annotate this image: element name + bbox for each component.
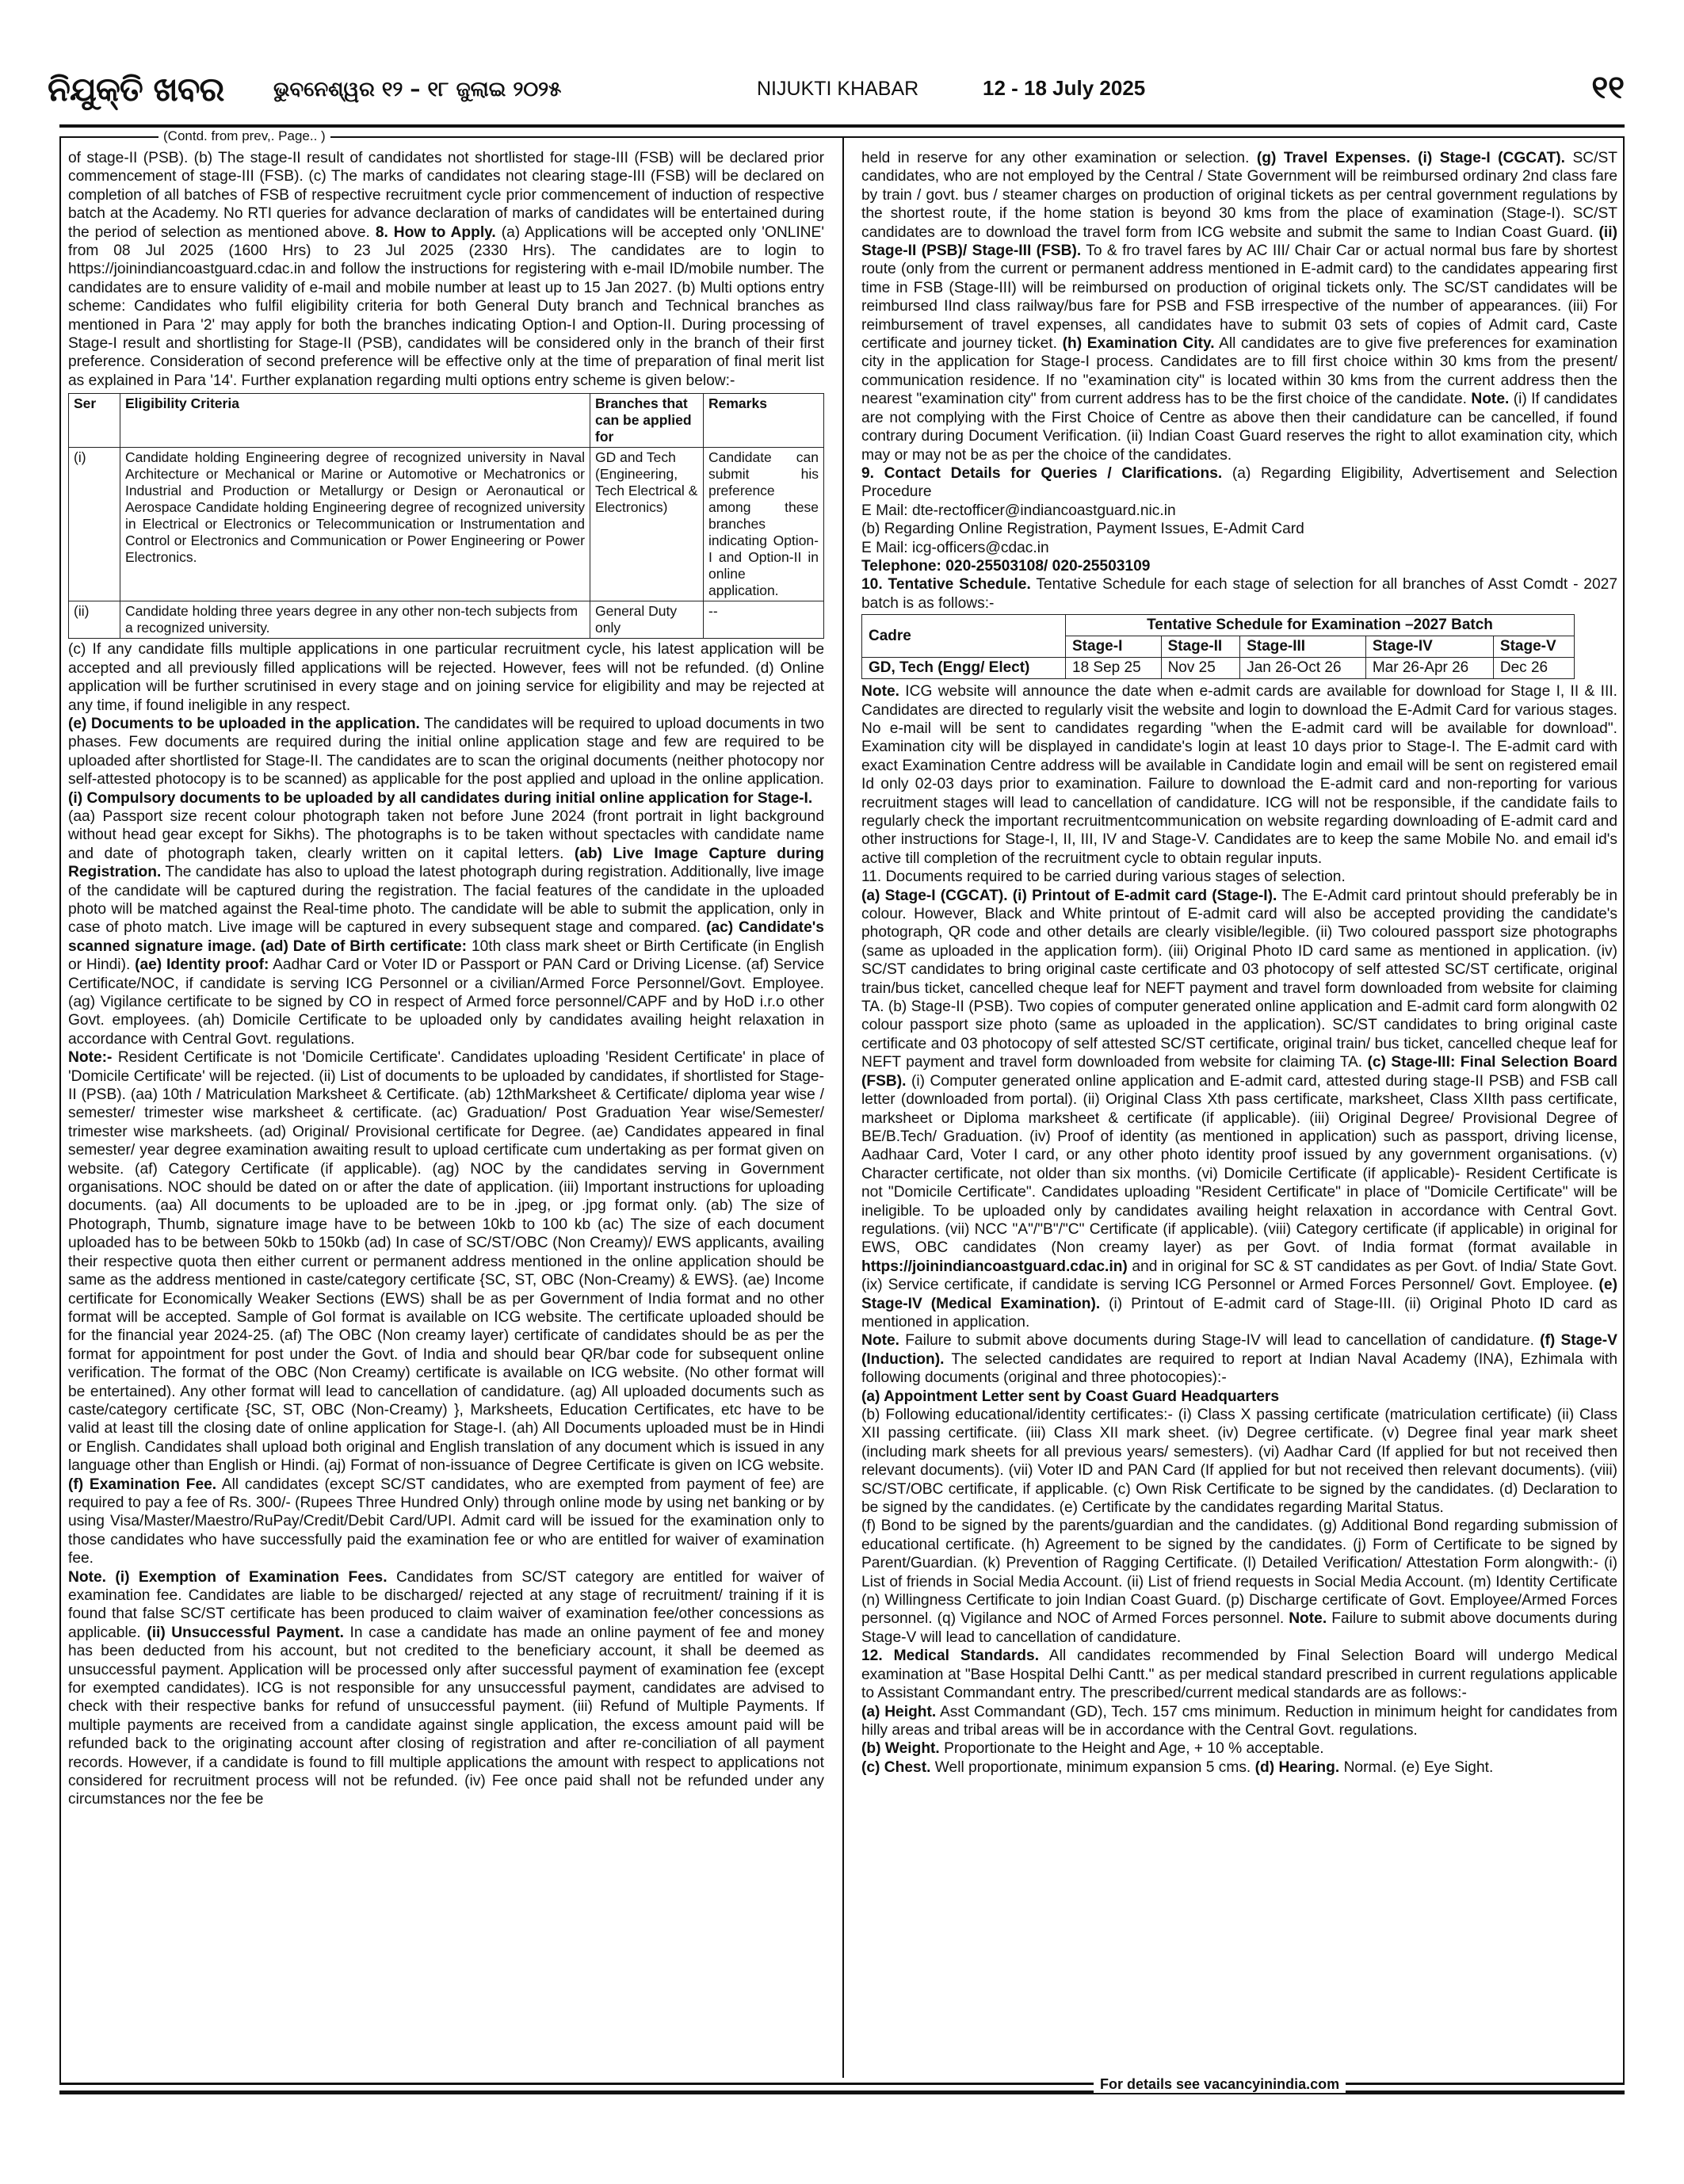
- newspaper-logo: ନିଯୁକ୍ତି ଖବର: [48, 70, 224, 109]
- fsb-text: (i) Computer generated online application and E-admit card, attested during stage-II PSB) and FSB call letter (downloaded from portal). (ii) Original Class Xth pass certificate, marksheet, Class XIIth pass certificate, marksheet or Diploma marksheet & certificate (if applicable). (iii) Original Degree/ Provisional Degree of BE/B.Tech/ Graduation. (iv) Proof of identity (as mentioned in application) such as passport, driving license, Aadhaar Card, Voter I card, or any other photo identity proof issued by any government organisations. (v) Character certificate, not older than six months. (vi) Domicile Certificate (if applicable)- Resident Certificate is not "Domicile Certificate". Candidates uploading "Resident Certificate" in place of "Domicile Certificate" will be ineligible. To be uploaded only by candidates availing height relaxation in accordance with Central Govt. regulations. (vii) NCC "A"/"B"/"C" Certificate (if applicable). (viii) Category certificate (if applicable) in original for EWS, OBC candidates (Non creamy layer) as per Govt. of India format (format available in: [861, 1072, 1617, 1257]
- paragraph: 11. Documents required to be carried during various stages of selection.: [861, 869, 1346, 886]
- city-text: All candidates are to give five preferences for examination city in the application for Stage-I process. Candidates are to fill first choice within 30 kms from the present/ communication residence. If no "examination city" is located within 30 kms from the current address then the nearest "examination city" from current address has to be the first choice of the candidate.: [861, 335, 1617, 408]
- table-header: Stage-II: [1161, 636, 1240, 658]
- medical-text: (i) Printout of E-admit card of Stage-III. (ii) Original Photo ID card as mentioned in application.: [861, 1295, 1617, 1331]
- section-heading: (c) Chest.: [861, 1758, 931, 1776]
- section-heading: 12. Medical Standards.: [861, 1648, 1040, 1665]
- paragraph: [861, 1703, 1617, 1740]
- section-heading: Note.: [861, 683, 899, 701]
- exempt-text: Candidates from SC/ST category are entitled for waiver of examination fee. Candidates are liable to be discharged/ rejected at any stage of recruitment/ training if it is found that false SC/ST certificate has been produced to claim waiver of examination fee/other concessions as applicable.: [68, 1568, 824, 1641]
- section-heading: (h) Examination City.: [1062, 335, 1215, 353]
- table-cell: Jan 26-Oct 26: [1240, 658, 1366, 679]
- right-column: [861, 149, 1617, 2083]
- note-text: Resident Certificate is not 'Domicile Certificate'. Candidates uploading 'Resident Certificate' in place of 'Domicile Certificate' will be rejected. (ii) List of documents to be uploaded by candidates, if shortlisted for Stage-II (PSB). (aa) 10th / Matriculation Marksheet & Certificate. (ab) 12thMarksheet & Certificate/ diploma year wise / semester/ trimester wise marksheet & certificate. (ac) Graduation/ Post Graduation Year wise/Semester/ trimester wise marksheets. (ad) Original/ Provisional certificate for Degree. (ae) Candidates appeared in final semester/ year degree examination awaiting result to upload certificate cum undertaking as per format given on website. (af) Category Certificate (if applicable). (ag) NOC by the candidates serving in Government organisations. NOC should be dated on or after the date of application. (iii) Important instructions for uploading documents. (aa) All documents to be uploaded are to be in .jpeg, or .jpg format only. (ab) The size of Photograph, Thumb, signature image have to be between 10kb to 100 kb (ac) The size of each document uploaded has to be between 50kb to 150kb (ad) In case of SC/ST/OBC (Non Creamy)/ EWS applicants, availing their respective quota then either current or permanent address mentioned in the online application should be same as the address mentioned in caste/category certificate {SC, ST, OBC (Non-Creamy) & EWS}. (ae) Income certificate for Economically Weaker Sections (EWS) shall be as per Government of India format and no other format will be accepted. Sample of GoI format is available on ICG website. The certificate uploaded should be for the financial year 2024-25. (af) The OBC (Non creamy layer) certificate of candidates should be as per the format for appointment for post under the Govt. of India and should bear QR/bar code for subsequent online verification. The format of the OBC (Non Creamy) certificate is available on ICG website. (No other format will be entertained). Any other format will lead to cancellation of candidature. (ag) All uploaded documents such as caste/category certificate {SC, ST, OBC (Non-Creamy) }, Marksheets, Education Certificates, etc have to be valid at least till the closing date of online application for Stage-I. (ah) All Documents uploaded must be in Hindi or English. Candidates shall upload both original and English translation of any document which is issued in any language other than English or Hindi. (aj) Format of non-issuance of Degree Certificate is given on ICG website.: [68, 1049, 824, 1475]
- left-column: [68, 149, 824, 2083]
- city-note-text: (i) If candidates are not complying with the First Choice of Centre as above then their candidature can be cancelled, if found contrary during Document Verification. (ii) Indian Coast Guard reserves the right to allot examination city, which may or may not be as per the choice of the candidates.: [861, 391, 1617, 464]
- section-heading: (ab) Live Image Capture during Registration.: [68, 845, 824, 881]
- table-header: Branches that can be applied for: [590, 394, 704, 448]
- section-heading: (g) Travel Expenses. (i) Stage-I (CGCAT).: [1256, 150, 1566, 166]
- paragraph: [861, 1517, 1617, 1647]
- paragraph: [68, 1568, 824, 1809]
- paragraph: (b) Following educational/identity certificates:- (i) Class X passing certificate (matriculation certificate) (ii) Class XII passing certificate. (iii) Class XII mark sheet. (iv) Degree certificate. (v) Degree final year mark sheet (including mark sheets for all previous years/ semesters). (vi) Aadhar Card (If applied for but not received then relevant documents). (vii) Voter ID and PAN Card (If applied for but not received then relevant documents). (viii) SC/ST/OBC certificate, if applicable. (c) Own Risk Certificate to be signed by the candidates. (d) Declaration to be signed by the candidates. (e) Certificate by the candidates regarding Marital Status.: [861, 1407, 1617, 1517]
- section-heading: Note.: [1471, 391, 1510, 408]
- section-heading: (f) Stage-V (Induction).: [861, 1332, 1617, 1368]
- section-heading: (ac) Candidate's scanned signature image.: [68, 919, 824, 955]
- contact-text: (b) Regarding Online Registration, Payment Issues, E-Admit Card: [861, 521, 1304, 538]
- section-heading: Note:-: [68, 1049, 113, 1067]
- schedule-table: [861, 614, 1575, 679]
- section-heading: (ii) Unsuccessful Payment.: [147, 1624, 344, 1641]
- fsb-text: and in original for SC & ST candidates as per Govt. of India/ State Govt. (ix) Service certificate, if candidate is serving ICG Personnel or Armed Forces Personnel/ Govt. Employee.: [861, 1258, 1617, 1294]
- eligibility-table: [68, 393, 824, 639]
- website-link[interactable]: https://joinindiancoastguard.cdac.in): [861, 1258, 1128, 1275]
- section-heading: 10. Tentative Schedule.: [861, 576, 1031, 594]
- table-row: [69, 448, 824, 601]
- table-cell: (i): [69, 448, 120, 601]
- table-cell: 18 Sep 25: [1066, 658, 1162, 679]
- paragraph: (c) If any candidate fills multiple applications in one particular recruitment cycle, his latest application will be accepted and all previously filled applications will be rejected. However, fees will not be refunded. (d) Online application will be further scrutinised in every stage and on joining service for eligibility and may be rejected at any time, if found ineligible in any respect.: [68, 641, 824, 714]
- paragraph: [68, 808, 824, 1048]
- section-heading: (c) Stage-III: Final Selection Board (FSB).: [861, 1054, 1617, 1090]
- docs-text: The candidates will be required to upload documents in two phases. Few documents are required during the initial online application stage and few are required to be uploaded after shortlisted for Stage-II. The candidates are to scan the original documents (neither photocopy nor self-attested photocopy is to be scanned) as applicable for the post applied and upload in the online application.: [68, 715, 824, 788]
- newspaper-name: NIJUKTI KHABAR: [757, 78, 919, 100]
- continued-note: (Contd. from prev,. Page.. ): [158, 128, 330, 144]
- section-heading: 8. How to Apply.: [375, 223, 496, 241]
- footer-rule: [59, 2090, 1625, 2094]
- section-heading: (b) Weight.: [861, 1740, 940, 1758]
- table-cell: (ii): [69, 601, 120, 639]
- section-heading: (f) Examination Fee.: [68, 1476, 217, 1493]
- section-heading: (e) Stage-IV (Medical Examination).: [861, 1277, 1617, 1312]
- ae-text: Aadhar Card or Voter ID or Passport or PAN Card or Driving License. (af) Service Certificate/NOC, if candidate is serving ICG Personnel or a civilian/Armed Force Personnel/Govt. Employee. (ag) Vigilance certificate to be signed by CO in respect of Armed force personnel/CAPF and by HoD i.r.o other Govt. employees. (ah) Domicile Certificate to be uploaded only by candidates availing height relaxation in accordance with Central Govt. regulations.: [68, 956, 824, 1048]
- table-cell: Candidate can submit his preference among these branches indicating Option-I and Option-II in online application.: [704, 448, 824, 601]
- section-heading: Note. (i) Exemption of Examination Fees.: [68, 1568, 388, 1586]
- table-header: Tentative Schedule for Examination –2027 Batch: [1066, 615, 1575, 636]
- section-heading: (ii) Stage-II (PSB)/ Stage-III (FSB).: [861, 223, 1617, 260]
- section-heading: (ad) Date of Birth certificate:: [260, 937, 468, 955]
- paragraph: [861, 682, 1617, 868]
- header-rule: [59, 124, 1625, 128]
- section-heading: Note.: [1289, 1610, 1327, 1628]
- section-heading: 9. Contact Details for Queries / Clarifications.: [861, 464, 1223, 482]
- table-cell: Dec 26: [1493, 658, 1574, 679]
- induction-text: The selected candidates are required to report at Indian Naval Academy (INA), Ezhimala with following documents (original and three photocopies):-: [861, 1350, 1617, 1387]
- fee-text: All candidates (except SC/ST candidates, who are exempted from payment of fee) are required to pay a fee of Rs. 300/- (Rupees Three Hundred Only) through online mode by using net banking or by using Visa/Master/Maestro/RuPay/Credit/Debit Card/UPI. Admit card will be issued for the examination only to those candidates who have successfully paid the examination fee or who are entitled for waiver of examination fee.: [68, 1476, 824, 1567]
- paragraph: [861, 464, 1617, 502]
- section-heading: (e) Documents to be uploaded in the application.: [68, 715, 420, 732]
- paragraph: [861, 1331, 1617, 1387]
- contact-telephone: Telephone: 020-25503108/ 020-25503109: [861, 557, 1151, 575]
- section-heading: (a) Height.: [861, 1703, 937, 1720]
- paragraph: [68, 149, 824, 390]
- paragraph: [861, 1758, 1617, 1777]
- table-row: [862, 658, 1575, 679]
- table-cell: Mar 26-Apr 26: [1365, 658, 1493, 679]
- paragraph: [861, 1647, 1617, 1702]
- odia-dateline: ଭୁବନେଶ୍ୱର ୧୨ – ୧୮ ଜୁଲାଇ ୨୦୨୫: [273, 78, 562, 101]
- aa-text: (aa) Passport size recent colour photograph taken not before June 2024 (front portrait in light background without head gear except for Sikhs). The photographs is to be taken without spectacles with candidate name and date of photograph taken, clearly written on it capital letters.: [68, 808, 824, 862]
- table-header: Stage-IV: [1365, 636, 1493, 658]
- section-heading: (d) Hearing.: [1254, 1758, 1340, 1776]
- section-heading: Note.: [861, 1332, 899, 1350]
- paragraph: [861, 575, 1617, 613]
- table-header: Remarks: [704, 394, 824, 448]
- table-cell: GD, Tech (Engg/ Elect): [862, 658, 1066, 679]
- ad-text: 10th class mark sheet or Birth Certificate (in English or Hindi).: [68, 937, 824, 974]
- weight-text: Proportionate to the Height and Age, + 10 % acceptable.: [944, 1740, 1324, 1758]
- issue-date: 12 - 18 July 2025: [983, 76, 1146, 100]
- height-text: Asst Commandant (GD), Tech. 157 cms minimum. Reduction in minimum height for candidates from hilly areas and tribal areas will be in accordance with the Central Govt. regulations.: [861, 1703, 1617, 1739]
- medical-standards-text: All candidates recommended by Final Selection Board will undergo Medical examination at "Base Hospital Delhi Cantt." as per medical standard prescribed in current regulations applicable to Assistant Commandant entry. The prescribed/current medical standards are as follows:-: [861, 1648, 1617, 1702]
- bond-text: (f) Bond to be signed by the parents/guardian and the candidates. (g) Additional Bond regarding submission of educational certificate. (h) Agreement to be signed by the candidates. (j) Form of Certificate to be signed by Parent/Guardian. (k) Prevention of Ragging Certificate. (l) Detailed Verification/ Attestation Form alongwith:- (i) List of friends in Social Media Account. (ii) List of friend requests in Social Media Account. (m) Identity Certificate (n) Willingness Certificate to join Indian Coast Guard. (p) Discharge certificate of Govt. Employee/Armed Forces personnel. (q) Vigilance and NOC of Armed Forces personnel.: [861, 1518, 1617, 1628]
- note-text: Failure to submit above documents during Stage-V will lead to cancellation of candidature.: [861, 1610, 1617, 1646]
- table-cell: General Duty only: [590, 601, 704, 639]
- section-heading: (i) Compulsory documents to be uploaded by all candidates during initial online application for Stage-I.: [68, 789, 813, 807]
- table-cell: --: [704, 601, 824, 639]
- paragraph: [861, 1739, 1617, 1758]
- table-cell: Nov 25: [1161, 658, 1240, 679]
- table-header: Stage-V: [1493, 636, 1574, 658]
- paragraph: [861, 149, 1617, 464]
- paragraph: [68, 715, 824, 808]
- note-text: ICG website will announce the date when e-admit cards are available for download for Stage I, II & III. Candidates are directed to regularly visit the website and login to download the E-Admit Card for various stages. No e-mail will be sent to candidates regarding "when the E-admit card will be available for download". Examination city will be displayed in candidate's login at least 10 days prior to Stage-I. The E-admit card with exact Examination Centre address will be available in Candidate login and email will be sent on registered email Id only 02-03 days prior to examination. Failure to download the E-admit card and non-reporting for various recruitment stages will lead to cancellation of candidature. ICG will not be responsible, if the candidate fails to regularly check the important recruitmentcommunication on website regarding downloading of E-admit card and other instructions for Stage-I, II, III, IV and Stage-V. Candidates are to keep the same Mobile No. and email id's active till completion of the recruitment cycle to obtain regular inputs.: [861, 683, 1617, 867]
- travel-text: SC/ST candidates, who are not employed by the Central / State Government will be reimbursed ordinary 2nd class fare by train / govt. bus / steamer charges on production of original tickets as per central government regulations by the shortest route, if the home station is beyond 30 kms from the place of examination (Stage-I). SC/ST candidates are to download the travel form from ICG website and submit the same to Indian Coast Guard.: [861, 150, 1617, 241]
- page-number: ୧୧: [1591, 70, 1625, 106]
- stage1-text: The E-Admit card printout should preferably be in colour. However, Black and White printout of E-admit card will also be accepted providing the candidate's photograph, QR code and other details are clearly visible/legible. (ii) Two coloured passport size photographs (same as uploaded in the application form). (iii) Original Photo ID card same as mentioned in application. (iv) SC/ST candidates to bring original caste certificate and 03 photocopy of self attested SC/ST certificate, original train/bus ticket, cancelled cheque leaf for NEFT payment and travel form downloaded from website for claiming TA. (b) Stage-II (PSB). Two copies of computer generated online application and E-admit card form alongwith 02 colour passport size photo (same as uploaded in the application). SC/ST candidates to bring original caste certificate and 03 photocopy of self attested SC/ST certificate, original train/ bus ticket, cancelled cheque leaf for NEFT payment and travel form downloaded from website for claiming TA.: [861, 887, 1617, 1071]
- paragraph: [68, 1048, 824, 1567]
- table-header: Stage-I: [1066, 636, 1162, 658]
- section-heading: (a) Appointment Letter sent by Coast Guard Headquarters: [861, 1388, 1280, 1405]
- continued-text: held in reserve for any other examination or selection.: [861, 150, 1250, 166]
- apply-text: (a) Applications will be accepted only 'ONLINE' from 08 Jul 2025 (1600 Hrs) to 23 Jul 2025 (2330 Hrs). The candidates are to login to https://joinindiancoastguard.cdac.in and follow the instructions for registering with e-mail ID/mobile number. The candidates are to ensure validity of e-mail and mobile number at least up to 15 Jan 2027. (b) Multi options entry scheme: Candidates who fulfil eligibility criteria for both General Duty branch and Technical branches as mentioned in Para '2' may apply for both the branches indicating Option-I and Option-II. During processing of Stage-I result and shortlisting for Stage-II (PSB), candidates will be considered only in the branch of their first preference. Consideration of second preference will be effective only at the time of preparation of final merit list as explained in Para '14'. Further explanation regarding multi options entry scheme is given below:-: [68, 223, 824, 389]
- hearing-text: Normal. (e) Eye Sight.: [1343, 1758, 1494, 1776]
- section-heading: (ae) Identity proof:: [135, 956, 269, 974]
- note-text: Failure to submit above documents during Stage-IV will lead to cancellation of candidature.: [905, 1332, 1534, 1350]
- schedule-text: Tentative Schedule for each stage of selection for all branches of Asst Comdt - 2027 batch is as follows:-: [861, 576, 1617, 612]
- table-header: Stage-III: [1240, 636, 1366, 658]
- ab-text: The candidate has also to upload the latest photograph during registration. Additionally, live image of the candidate will be captured during the registration. The facial features of the candidate in the uploaded photo will be matched against the Real-time photo. The candidate will be able to submit the application, only in case of photo match. Live image will be captured in every subsequent stage and compared.: [68, 864, 824, 937]
- chest-text: Well proportionate, minimum expansion 5 cms.: [934, 1758, 1251, 1776]
- contact-text: (a) Regarding Eligibility, Advertisement and Selection Procedure: [861, 464, 1617, 501]
- table-cell: GD and Tech (Engineering, Tech Electrical & Electronics): [590, 448, 704, 601]
- section-heading: (a) Stage-I (CGCAT). (i) Printout of E-admit card (Stage-I).: [861, 887, 1277, 904]
- footer-note: For details see vacancyinindia.com: [1094, 2076, 1346, 2093]
- table-header: Cadre: [862, 615, 1066, 658]
- table-row: [69, 601, 824, 639]
- table-header: Eligibility Criteria: [120, 394, 590, 448]
- masthead: [48, 70, 1625, 117]
- intro-text: of stage-II (PSB). (b) The stage-II result of candidates not shortlisted for stage-III (FSB) will be declared prior commencement of stage-III (FSB). (c) The marks of candidates not clearing stage-III (FSB) will be declared on completion of all batches of FSB of respective recruitment cycle prior commencement of induction of respective batch at the Academy. No RTI queries for advance declaration of marks of candidates will be entertained during the period of selection as mentioned above.: [68, 150, 824, 241]
- table-cell: Candidate holding three years degree in any other non-tech subjects from a recognized university.: [120, 601, 590, 639]
- column-divider: [842, 136, 844, 2078]
- paragraph: [861, 887, 1617, 1332]
- contact-email: E Mail: icg-officers@cdac.in: [861, 539, 1049, 556]
- table-cell: Candidate holding Engineering degree of recognized university in Naval Architecture or Mechanical or Marine or Automotive or Mechatronics or Industrial and Production or Metallurgy or Design or Aeronautical or Aerospace Candidate holding Engineering degree of recognized university in Electrical or Electronics or Telecommunication or Instrumentation and Control or Electronics and Communication or Power Engineering or Power Electronics.: [120, 448, 590, 601]
- contact-email: E Mail: dte-rectofficer@indiancoastguard.nic.in: [861, 502, 1176, 519]
- table-header: Ser: [69, 394, 120, 448]
- unsuccessful-text: In case a candidate has made an online payment of fee and money has been deducted from his account, but not credited to the beneficiary account, it shall be deemed as unsuccessful payment. Application will be processed only after successful payment of examination fee (except for exempted candidates). ICG is not responsible for any unsuccessful payment, candidates are advised to check with their respective banks for refund of unsuccessful payment. (iii) Refund of Multiple Payments. If multiple payments are received from a candidate against single application, the excess amount paid will be refunded back to the originating account after closing of registration and after re-conciliation of all payment records. However, if a candidate is found to fill multiple applications the amount with respect to applications not considered for recruitment process will not be refunded. (iv) Fee once paid shall not be refunded under any circumstances nor the fee be: [68, 1624, 824, 1808]
- footer-rule: [59, 2083, 1625, 2085]
- travel-text: To & fro travel fares by AC III/ Chair Car or actual normal bus fare by shortest route (only from the current or permanent address mentioned in E-admit card) to the candidates appearing first time in FSB (Stage-III) will be reimbursed on production of original tickets only. The SC/ST candidates will be reimbursed IInd class railway/bus fare for PSB and FSB irrespective of the number of appearances. (iii) For reimbursement of travel expenses, all candidates have to submit 03 sets of copies of Admit card, Caste certificate and journey ticket.: [861, 242, 1617, 353]
